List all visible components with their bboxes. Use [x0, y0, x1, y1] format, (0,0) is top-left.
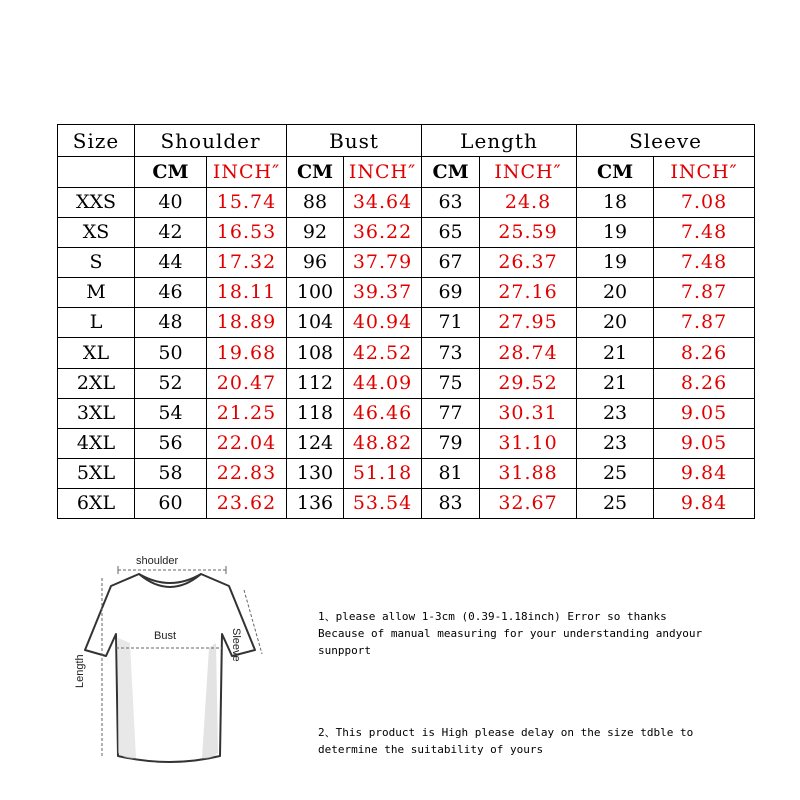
unit-cm: CM — [287, 157, 344, 188]
length-inch-cell: 26.37 — [480, 248, 577, 278]
sleeve-inch-cell: 7.08 — [654, 188, 755, 218]
shoulder-cm-cell: 44 — [135, 248, 207, 278]
length-cm-cell: 65 — [422, 218, 480, 248]
shoulder-inch-cell: 16.53 — [207, 218, 287, 248]
sleeve-label: Sleeve — [230, 628, 242, 662]
bust-inch-cell: 44.09 — [344, 368, 422, 398]
shoulder-label: shoulder — [136, 555, 179, 567]
size-cell: XXS — [58, 188, 135, 218]
shoulder-cm-cell: 40 — [135, 188, 207, 218]
sleeve-cm-cell: 18 — [577, 188, 654, 218]
sleeve-cm-cell: 19 — [577, 218, 654, 248]
bust-inch-cell: 40.94 — [344, 308, 422, 338]
tshirt-measurement-icon — [66, 548, 276, 780]
shoulder-inch-cell: 18.89 — [207, 308, 287, 338]
table-row — [58, 488, 755, 518]
shoulder-inch-cell: 18.11 — [207, 278, 287, 308]
shoulder-inch-cell: 22.83 — [207, 458, 287, 488]
unit-inch: INCH″ — [207, 157, 287, 188]
unit-inch: INCH″ — [480, 157, 577, 188]
note-line: sunpport — [318, 644, 371, 657]
shoulder-cm-cell: 48 — [135, 308, 207, 338]
tshirt-measurement-diagram — [66, 548, 276, 780]
length-cm-cell: 75 — [422, 368, 480, 398]
sleeve-cm-cell: 21 — [577, 368, 654, 398]
size-cell: XS — [58, 218, 135, 248]
sleeve-inch-cell: 7.87 — [654, 278, 755, 308]
sleeve-cm-cell: 20 — [577, 308, 654, 338]
bust-cm-cell: 92 — [287, 218, 344, 248]
length-inch-cell: 25.59 — [480, 218, 577, 248]
unit-cm: CM — [135, 157, 207, 188]
length-cm-cell: 83 — [422, 488, 480, 518]
bust-cm-cell: 130 — [287, 458, 344, 488]
bust-cm-cell: 100 — [287, 278, 344, 308]
shoulder-inch-cell: 21.25 — [207, 398, 287, 428]
header-sleeve: Sleeve — [577, 125, 755, 157]
header-length: Length — [422, 125, 577, 157]
sleeve-inch-cell: 9.84 — [654, 458, 755, 488]
size-cell: 2XL — [58, 368, 135, 398]
sleeve-inch-cell: 7.48 — [654, 218, 755, 248]
table-row — [58, 188, 755, 218]
sleeve-cm-cell: 25 — [577, 488, 654, 518]
bust-cm-cell: 108 — [287, 338, 344, 368]
sleeve-cm-cell: 20 — [577, 278, 654, 308]
note-line: determine the suitability of yours — [318, 743, 544, 756]
shoulder-inch-cell: 23.62 — [207, 488, 287, 518]
size-chart-table — [57, 124, 755, 519]
shoulder-inch-cell: 20.47 — [207, 368, 287, 398]
length-inch-cell: 28.74 — [480, 338, 577, 368]
header-bust: Bust — [287, 125, 422, 157]
sleeve-inch-cell: 8.26 — [654, 338, 755, 368]
sleeve-inch-cell: 9.84 — [654, 488, 755, 518]
length-inch-cell: 27.95 — [480, 308, 577, 338]
table-unit-row — [58, 157, 755, 188]
table-row — [58, 338, 755, 368]
shoulder-cm-cell: 58 — [135, 458, 207, 488]
unit-inch: INCH″ — [344, 157, 422, 188]
table-row — [58, 218, 755, 248]
shoulder-cm-cell: 56 — [135, 428, 207, 458]
bust-cm-cell: 124 — [287, 428, 344, 458]
bust-inch-cell: 36.22 — [344, 218, 422, 248]
bust-cm-cell: 136 — [287, 488, 344, 518]
table-row — [58, 248, 755, 278]
bust-inch-cell: 34.64 — [344, 188, 422, 218]
note-measurement-error — [318, 608, 768, 659]
size-cell: XL — [58, 338, 135, 368]
bust-cm-cell: 96 — [287, 248, 344, 278]
shoulder-inch-cell: 15.74 — [207, 188, 287, 218]
sleeve-cm-cell: 23 — [577, 428, 654, 458]
shoulder-cm-cell: 42 — [135, 218, 207, 248]
size-cell: 4XL — [58, 428, 135, 458]
note-line: Because of manual measuring for your understanding andyour — [318, 627, 703, 640]
length-inch-cell: 32.67 — [480, 488, 577, 518]
bust-inch-cell: 48.82 — [344, 428, 422, 458]
length-inch-cell: 29.52 — [480, 368, 577, 398]
length-inch-cell: 30.31 — [480, 398, 577, 428]
length-inch-cell: 31.88 — [480, 458, 577, 488]
size-cell: 5XL — [58, 458, 135, 488]
table-row — [58, 398, 755, 428]
table-row — [58, 368, 755, 398]
unit-inch: INCH″ — [654, 157, 755, 188]
size-cell: 6XL — [58, 488, 135, 518]
size-cell: 3XL — [58, 398, 135, 428]
table-row — [58, 308, 755, 338]
length-inch-cell: 27.16 — [480, 278, 577, 308]
bust-inch-cell: 37.79 — [344, 248, 422, 278]
sleeve-inch-cell: 8.26 — [654, 368, 755, 398]
header-size: Size — [58, 125, 135, 157]
sleeve-inch-cell: 7.87 — [654, 308, 755, 338]
shoulder-cm-cell: 52 — [135, 368, 207, 398]
bust-inch-cell: 53.54 — [344, 488, 422, 518]
shoulder-inch-cell: 22.04 — [207, 428, 287, 458]
bust-label: Bust — [154, 630, 177, 642]
table-row — [58, 458, 755, 488]
bust-inch-cell: 46.46 — [344, 398, 422, 428]
length-cm-cell: 81 — [422, 458, 480, 488]
header-shoulder: Shoulder — [135, 125, 287, 157]
unit-cm: CM — [422, 157, 480, 188]
table-row — [58, 278, 755, 308]
shoulder-cm-cell: 46 — [135, 278, 207, 308]
note-line: 1、please allow 1-3cm (0.39-1.18inch) Error so thanks — [318, 610, 667, 623]
shoulder-inch-cell: 19.68 — [207, 338, 287, 368]
size-cell: M — [58, 278, 135, 308]
sleeve-cm-cell: 19 — [577, 248, 654, 278]
note-size-advice — [318, 724, 768, 758]
length-cm-cell: 71 — [422, 308, 480, 338]
bust-inch-cell: 42.52 — [344, 338, 422, 368]
sleeve-inch-cell: 7.48 — [654, 248, 755, 278]
shoulder-cm-cell: 54 — [135, 398, 207, 428]
length-cm-cell: 67 — [422, 248, 480, 278]
note-line: 2、This product is High please delay on the size tdble to — [318, 726, 694, 739]
length-label: Length — [74, 654, 86, 688]
length-cm-cell: 79 — [422, 428, 480, 458]
length-cm-cell: 73 — [422, 338, 480, 368]
unit-blank — [58, 157, 135, 188]
bust-cm-cell: 88 — [287, 188, 344, 218]
length-inch-cell: 31.10 — [480, 428, 577, 458]
unit-cm: CM — [577, 157, 654, 188]
bust-cm-cell: 104 — [287, 308, 344, 338]
size-cell: S — [58, 248, 135, 278]
table-row — [58, 428, 755, 458]
bust-cm-cell: 112 — [287, 368, 344, 398]
sleeve-inch-cell: 9.05 — [654, 398, 755, 428]
shoulder-cm-cell: 60 — [135, 488, 207, 518]
sleeve-cm-cell: 25 — [577, 458, 654, 488]
sleeve-inch-cell: 9.05 — [654, 428, 755, 458]
sleeve-cm-cell: 23 — [577, 398, 654, 428]
bust-inch-cell: 51.18 — [344, 458, 422, 488]
shoulder-inch-cell: 17.32 — [207, 248, 287, 278]
sleeve-cm-cell: 21 — [577, 338, 654, 368]
length-cm-cell: 69 — [422, 278, 480, 308]
table-header-row — [58, 125, 755, 157]
shoulder-cm-cell: 50 — [135, 338, 207, 368]
length-inch-cell: 24.8 — [480, 188, 577, 218]
bust-cm-cell: 118 — [287, 398, 344, 428]
length-cm-cell: 63 — [422, 188, 480, 218]
bust-inch-cell: 39.37 — [344, 278, 422, 308]
size-cell: L — [58, 308, 135, 338]
length-cm-cell: 77 — [422, 398, 480, 428]
